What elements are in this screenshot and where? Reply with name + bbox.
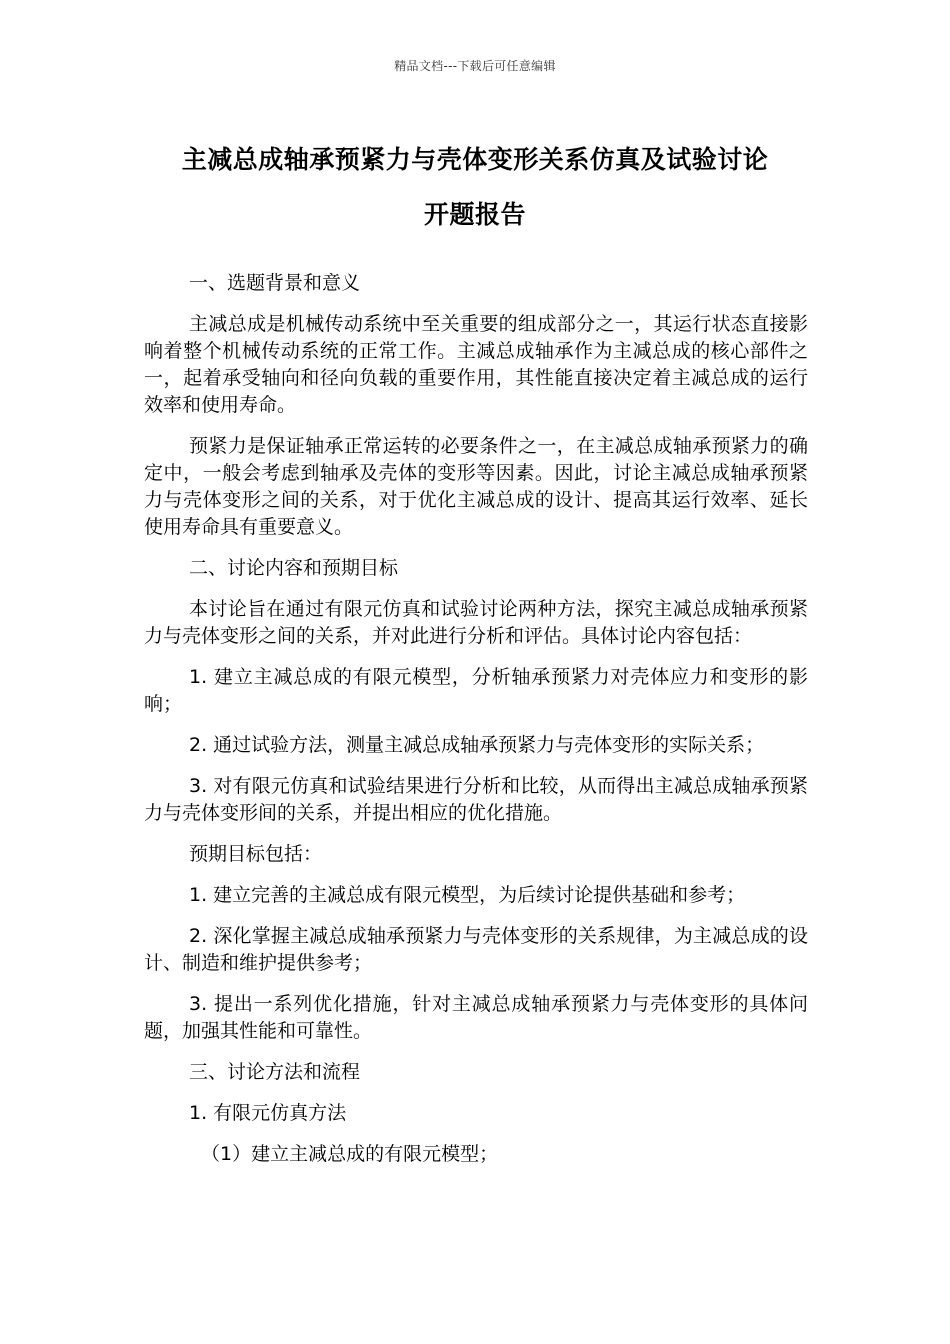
document-body	[144, 270, 808, 1182]
list-item-content-2: 2. 通过试验方法，测量主减总成轴承预紧力与壳体变形的实际关系；	[189, 734, 765, 756]
list-item-goal-3: 3. 提出一系列优化措施，针对主减总成轴承预紧力与壳体变形的具体问题，加强其性能和可靠性。	[144, 993, 808, 1042]
subheading-fem-method: 1. 有限元仿真方法	[189, 1102, 347, 1124]
list-item-goal-2: 2. 深化掌握主减总成轴承预紧力与壳体变形的关系规律，为主减总成的设计、制造和维护提供参考；	[144, 925, 808, 974]
section-heading-content: 二、讨论内容和预期目标	[189, 557, 399, 579]
section-heading-method: 三、讨论方法和流程	[189, 1061, 361, 1083]
list-item-goal-1: 1. 建立完善的主减总成有限元模型，为后续讨论提供基础和参考；	[189, 884, 746, 906]
section-heading-background: 一、选题背景和意义	[189, 272, 361, 294]
page-header: 精品文档---下载后可任意编辑	[394, 59, 556, 73]
document-title-line-2: 开题报告	[423, 200, 526, 229]
document-title-line-1: 主减总成轴承预紧力与壳体变形关系仿真及试验讨论	[181, 145, 769, 174]
paragraph-content-intro: 本讨论旨在通过有限元仿真和试验讨论两种方法，探究主减总成轴承预紧力与壳体变形之间的关系，并对此进行分析和评估。具体讨论内容包括：	[144, 598, 808, 647]
list-item-content-3: 3. 对有限元仿真和试验结果进行分析和比较，从而得出主减总成轴承预紧力与壳体变形间的关系，并提出相应的优化措施。	[144, 775, 808, 824]
paragraph-background-1: 主减总成是机械传动系统中至关重要的组成部分之一，其运行状态直接影响着整个机械传动系统的正常工作。主减总成轴承作为主减总成的核心部件之一，起着承受轴向和径向负载的重要作用，其性能直接决定着主减总成的运行效率和使用寿命。	[144, 313, 808, 416]
list-item-fem-step-1: （1）建立主减总成的有限元模型；	[201, 1143, 499, 1165]
paragraph-goals-intro: 预期目标包括：	[189, 843, 323, 865]
paragraph-background-2: 预紧力是保证轴承正常运转的必要条件之一，在主减总成轴承预紧力的确定中，一般会考虑到轴承及壳体的变形等因素。因此，讨论主减总成轴承预紧力与壳体变形之间的关系，对于优化主减总成的设计、提高其运行效率、延长使用寿命具有重要意义。	[144, 435, 808, 538]
list-item-content-1: 1. 建立主减总成的有限元模型，分析轴承预紧力对壳体应力和变形的影响；	[144, 666, 808, 715]
